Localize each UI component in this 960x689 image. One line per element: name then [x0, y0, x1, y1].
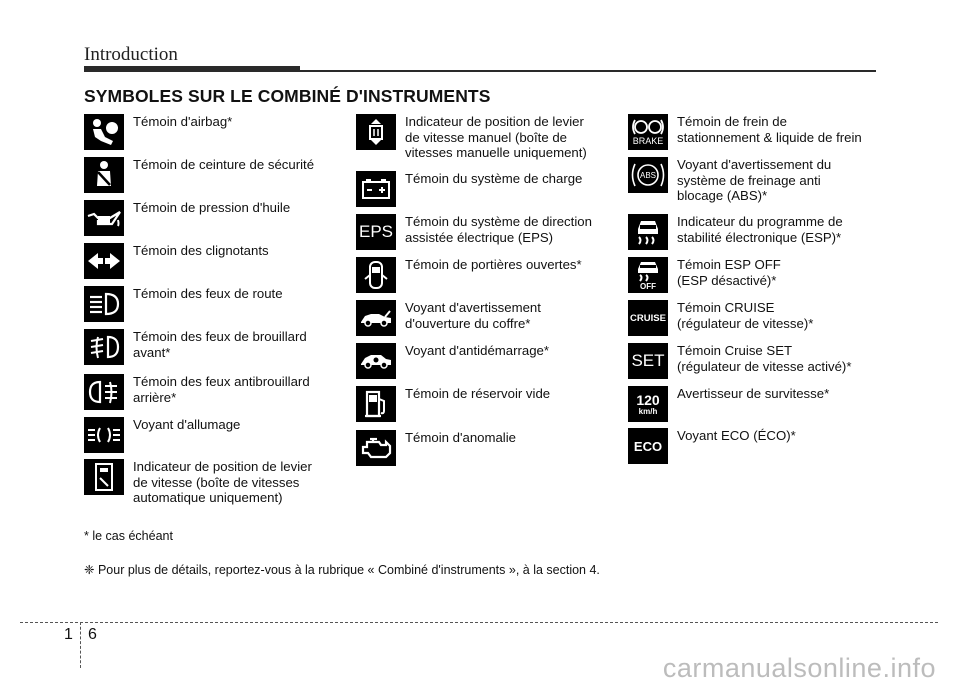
- icon-text: CRUISE: [630, 312, 666, 324]
- symbol-label: Témoin de frein de stationnement & liquide de frein: [677, 114, 862, 145]
- low-fuel-warning-icon: [356, 386, 396, 422]
- symbol-label: Témoin d'anomalie: [405, 430, 517, 445]
- symbol-label: Indicateur du programme de stabilité électronique (ESP)*: [677, 214, 843, 245]
- oil-pressure-warning-icon: [84, 200, 124, 236]
- cruise-set-icon: [628, 343, 668, 379]
- icon-text: ECO: [633, 438, 663, 454]
- symbol-label: Témoin de portières ouvertes*: [405, 257, 582, 272]
- symbol-label: Témoin CRUISE (régulateur de vitesse)*: [677, 300, 814, 331]
- symbol-label: Indicateur de position de levier de vitesse (boîte de vitesses automatique uniquement): [133, 459, 312, 505]
- icon-text: 120: [636, 391, 660, 408]
- symbol-label: Témoin Cruise SET (régulateur de vitesse activé)*: [677, 343, 852, 374]
- cruise-indicator-icon: [628, 300, 668, 336]
- symbol-check-engine: [356, 430, 516, 466]
- trunk-open-warning-icon: [356, 300, 396, 336]
- esp-indicator-icon: [628, 214, 668, 250]
- symbol-parking-brake: [628, 114, 862, 150]
- icon-subtext: km/h: [638, 406, 658, 416]
- symbol-label: Témoin de pression d'huile: [133, 200, 291, 215]
- icon-text: SET: [631, 351, 665, 370]
- symbol-rear-fog: [84, 374, 310, 410]
- parking-brake-warning-icon: [628, 114, 668, 150]
- immobilizer-icon: [356, 343, 396, 379]
- footnote-asterisk: * le cas échéant: [84, 529, 173, 543]
- door-open-warning-icon: [356, 257, 396, 293]
- symbol-esp: [628, 214, 843, 250]
- header-title: Introduction: [84, 44, 178, 65]
- icon-text: BRAKE: [632, 136, 664, 146]
- esp-off-icon: [628, 257, 668, 293]
- symbol-low-fuel: [356, 386, 550, 422]
- symbol-label: Témoin du système de charge: [405, 171, 583, 186]
- symbol-front-fog: [84, 329, 307, 365]
- symbol-label: Avertisseur de survitesse*: [677, 386, 830, 401]
- symbol-automatic-shift: [84, 459, 312, 506]
- symbol-immobilizer: [356, 343, 549, 379]
- symbol-label: Voyant d'allumage: [133, 417, 241, 432]
- symbol-label: Témoin d'airbag*: [133, 114, 233, 129]
- symbol-label: Témoin des feux antibrouillard arrière*: [133, 374, 310, 405]
- header-bar: [84, 66, 300, 72]
- symbol-door-open: [356, 257, 582, 293]
- abs-warning-icon: [628, 157, 668, 193]
- symbol-eco: [628, 428, 796, 464]
- symbol-label: Indicateur de position de levier de vitesse manuel (boîte de vitesses manuelle uniquement): [405, 114, 587, 160]
- symbol-label: Témoin du système de direction assistée électrique (EPS): [405, 214, 592, 245]
- seat-belt-warning-icon: [84, 157, 124, 193]
- icon-text: OFF: [640, 281, 656, 291]
- high-beam-icon: [84, 286, 124, 322]
- symbol-overspeed: [628, 386, 829, 422]
- symbol-manual-shift: [356, 114, 587, 161]
- overspeed-warning-icon: [628, 386, 668, 422]
- symbol-cruise: [628, 300, 813, 336]
- symbol-high-beam: [84, 286, 283, 322]
- symbol-seat-belt: [84, 157, 314, 193]
- symbol-position-light: [84, 417, 240, 453]
- symbol-label: Voyant d'avertissement du système de freinage anti blocage (ABS)*: [677, 157, 832, 203]
- symbol-label: Témoin des feux de route: [133, 286, 283, 301]
- airbag-warning-icon: [84, 114, 124, 150]
- footer-divider: [80, 622, 81, 668]
- front-fog-light-icon: [84, 329, 124, 365]
- position-light-icon: [84, 417, 124, 453]
- footnote-reference: ❈ Pour plus de détails, reportez-vous à la rubrique « Combiné d'instruments », à la section 4.: [84, 563, 600, 577]
- eco-indicator-icon: [628, 428, 668, 464]
- section-title: SYMBOLES SUR LE COMBINÉ D'INSTRUMENTS: [84, 86, 491, 106]
- battery-charge-warning-icon: [356, 171, 396, 207]
- symbol-battery: [356, 171, 582, 207]
- check-engine-icon: [356, 430, 396, 466]
- chapter-number: 1: [64, 626, 73, 643]
- symbol-label: Témoin des feux de brouillard avant*: [133, 329, 307, 360]
- symbol-label: Voyant d'avertissement d'ouverture du coffre*: [405, 300, 541, 331]
- symbol-label: Témoin de ceinture de sécurité: [133, 157, 315, 172]
- symbol-airbag: [84, 114, 232, 150]
- footer-rule: [20, 622, 938, 623]
- symbol-turn-signal: [84, 243, 269, 279]
- symbol-eps: [356, 214, 592, 250]
- icon-text: EPS: [358, 222, 394, 241]
- symbol-abs: [628, 157, 831, 204]
- watermark: carmanualsonline.info: [662, 653, 936, 683]
- icon-text: ABS: [639, 170, 656, 180]
- symbol-oil-pressure: [84, 200, 290, 236]
- page-number: 6: [88, 626, 97, 643]
- symbol-label: Voyant d'antidémarrage*: [405, 343, 550, 358]
- symbol-label: Voyant ECO (ÉCO)*: [677, 428, 796, 443]
- symbol-esp-off: [628, 257, 781, 293]
- header-rule: [300, 70, 876, 72]
- rear-fog-light-icon: [84, 374, 124, 410]
- symbol-trunk-open: [356, 300, 541, 336]
- symbol-cruise-set: [628, 343, 851, 379]
- turn-signal-icon: [84, 243, 124, 279]
- automatic-shift-indicator-icon: [84, 459, 124, 495]
- eps-warning-icon: [356, 214, 396, 250]
- symbol-label: Témoin de réservoir vide: [405, 386, 551, 401]
- symbol-label: Témoin ESP OFF (ESP désactivé)*: [677, 257, 781, 288]
- symbol-label: Témoin des clignotants: [133, 243, 269, 258]
- manual-shift-indicator-icon: [356, 114, 396, 150]
